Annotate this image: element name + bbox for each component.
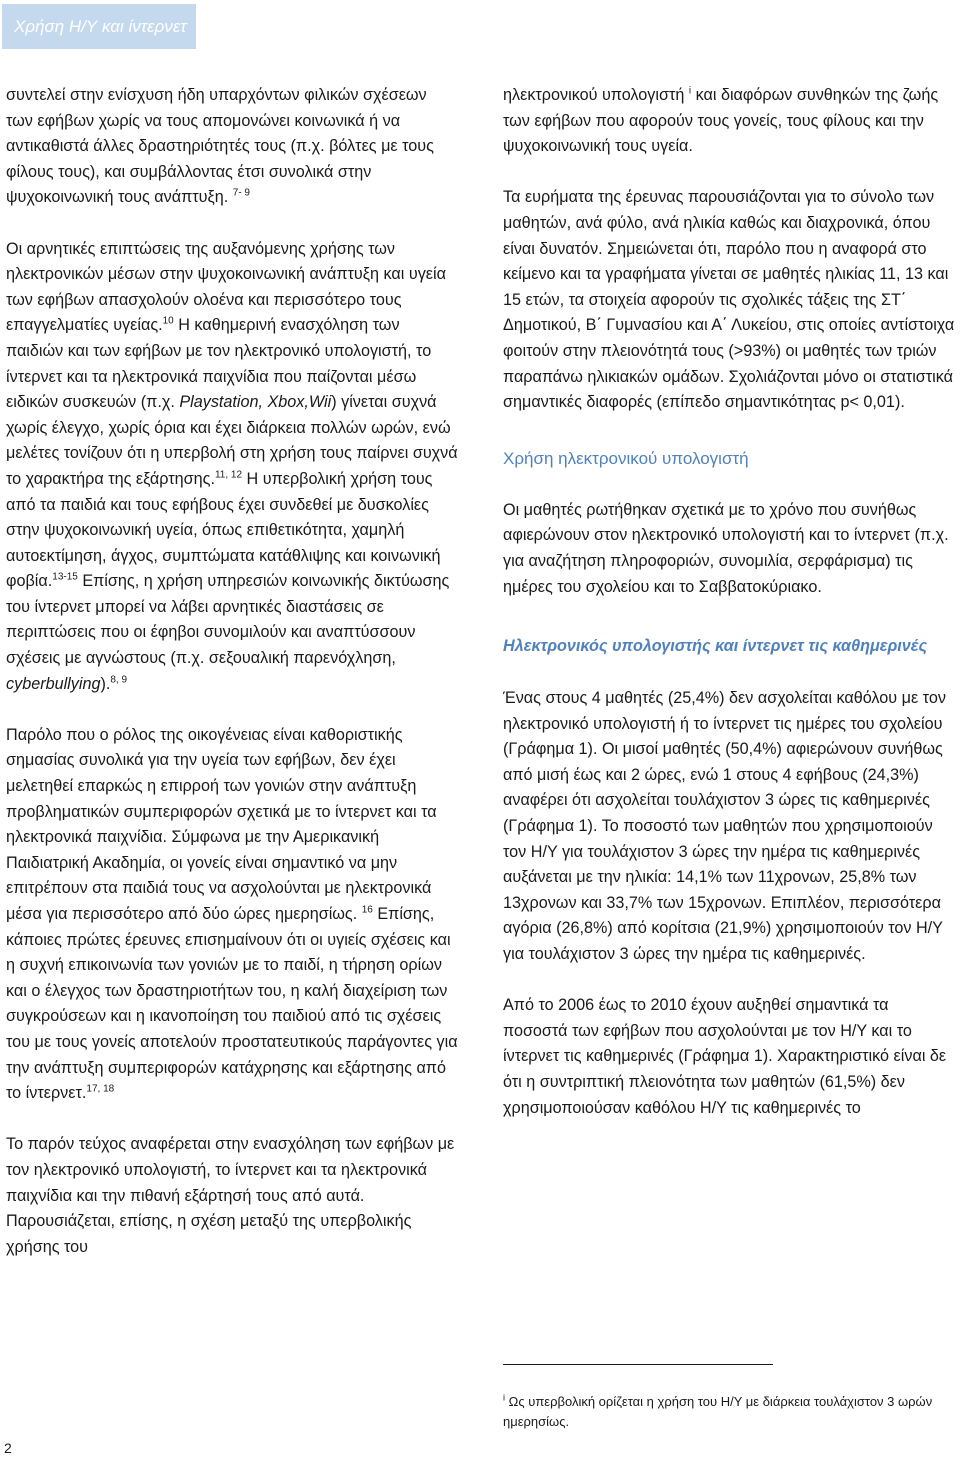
reference: 17, 18	[86, 1083, 115, 1095]
paragraph: Από το 2006 έως το 2010 έχουν αυξηθεί σημαντικά τα ποσοστά των εφήβων που ασχολούνται με τον Η/Υ και το ίντερνετ τις καθημερινές (Γράφημα 1). Χαρακτηριστικό είναι δε ότι η συντριπτική πλειονότητα των μαθητών (61,5%) δεν χρησιμοποιούσαν καθόλου Η/Υ τις καθημερινές το	[503, 996, 947, 1117]
section-header-tab	[2, 4, 196, 49]
right-column	[503, 83, 955, 1121]
left-column	[6, 83, 458, 1260]
footnote-marker: i	[503, 1392, 505, 1403]
footnote	[503, 1392, 953, 1432]
section-title: Χρήση Η/Υ και ίντερνετ	[14, 17, 187, 36]
paragraph: συντελεί στην ενίσχυση ήδη υπαρχόντων φιλικών σχέσεων των εφήβων χωρίς να τους απομονώνει κοινωνικά ή να αντικαθιστά άλλες δραστηριότητές τους (π.χ. βόλτες με τους φίλους τους), και συμβάλλοντας έτσι συνολικά στην ψυχοκοινωνική τους ανάπτυξη. $^{7- 9}$	[6, 86, 434, 207]
footnote-text: Ως υπερβολική ορίζεται η χρήση του Η/Υ με διάρκεια τουλάχιστον 3 ωρών ημερησίως.	[503, 1394, 933, 1429]
paragraph: Ένας στους 4 μαθητές (25,4%) δεν ασχολείται καθόλου με τον ηλεκτρονικό υπολογιστή ή το ίντερνετ τις ημέρες του σχολείου (Γράφημα 1). Οι μισοί μαθητές (50,4%) αφιερώνουν συνήθως από μισή έως και 2 ώρες, ενώ 1 στους 4 εφήβους (24,3%) αναφέρει ότι ασχολείται τουλάχιστον 3 ώρες τις καθημερινές (Γράφημα 1). Το ποσοστό των μαθητών που χρησιμοποιούν τον Η/Υ για τουλάχιστον 3 ώρες την ημέρα τις καθημερινές αυξάνεται με την ηλικία: 14,1% των 11χρονων, 25,8% των 13χρονων και 33,7% των 15χρονων. Επιπλέον, περισσότερα αγόρια (26,8%) από κορίτσια (21,9%) χρησιμοποιούν τον Η/Υ για τουλάχιστον 3 ώρες την ημέρα τις καθημερινές.	[503, 689, 946, 964]
footnote-divider	[503, 1364, 773, 1365]
footnote-marker: i	[688, 85, 692, 97]
paragraph: Το παρόν τεύχος αναφέρεται στην ενασχόληση των εφήβων με τον ηλεκτρονικό υπολογιστή, το ίντερνετ και τα ηλεκτρονικά παιχνίδια και την πιθανή εξάρτησή τους από αυτά. Παρουσιάζεται, επίσης, η σχέση μεταξύ της υπερβολικής χρήσης του	[6, 1135, 455, 1256]
reference: 13-15	[52, 571, 78, 583]
page-number: 2	[4, 1440, 12, 1456]
paragraph: ηλεκτρονικού υπολογιστή $^i$ και διαφόρων συνθηκών της ζωής των εφήβων που αφορούν τους γονείς, τους φίλους και την ψυχοκοινωνική τους υγεία.	[503, 85, 939, 156]
reference: 7- 9	[232, 187, 250, 199]
reference: 11, 12	[214, 469, 243, 481]
paragraph: Παρόλο που ο ρόλος της οικογένειας είναι καθοριστικής σημασίας συνολικά για την υγεία των εφήβων, δεν έχει μελετηθεί επαρκώς η επιρροή των γονιών στην ανάπτυξη προβληματικών συμπεριφορών σχετικά με το ίντερνετ και τα ηλεκτρονικά παιχνίδια. Σύμφωνα με την Αμερικανική Παιδιατρική Ακαδημία, οι γονείς είναι σημαντικό να μην επιτρέπουν στα παιδιά τους να ασχολούνται με ηλεκτρονικά μέσα για περισσότερο από δύο ώρες ημερησίως. $^{16}$ Επίσης, κάποιες πρώτες έρευνες επισημαίνουν ότι οι υγιείς σχέσεις και η συχνή επικοινωνία των γονιών με το παιδί, η τήρηση ορίων και ο έλεγχος των δραστηριοτήτων του, η καλή διαχείριση των συγκρούσεων και η ικανοποίηση του παιδιού από τις σχέσεις του με τους γονείς αποτελούν προστατευτικούς παράγοντες για την ανάπτυξη συμπεριφορών κατάχρησης και εξάρτησης από το ίντερνετ.$^{17, 18}$	[6, 725, 458, 1103]
reference: 10	[162, 315, 174, 327]
reference: 16	[361, 904, 373, 916]
reference: 8, 9	[110, 674, 128, 686]
subsection-heading: Ηλεκτρονικός υπολογιστής και ίντερνετ τις καθημερινές	[503, 637, 928, 656]
paragraph: Οι μαθητές ρωτήθηκαν σχετικά με το χρόνο που συνήθως αφιερώνουν στον ηλεκτρονικό υπολογιστή και το ίντερνετ (π.χ. για αναζήτηση πληροφοριών, συνομιλία, σερφάρισμα) τις ημέρες του σχολείου και το Σαββατοκύριακο.	[503, 500, 949, 596]
paragraph: Τα ευρήματα της έρευνας παρουσιάζονται για το σύνολο των μαθητών, ανά φύλο, ανά ηλικία καθώς και διαχρονικά, όπου είναι δυνατόν. Σημειώνεται ότι, παρόλο που η αναφορά στο κείμενο και τα γραφήματα γίνεται σε μαθητές ηλικίας 11, 13 και 15 ετών, τα στοιχεία αφορούν τις σχολικές τάξεις της ΣΤ΄ Δημοτικού, Β΄ Γυμνασίου και Α΄ Λυκείου, στις οποίες αντίστοιχα φοιτούν στην πλειονότητά τους (>93%) οι μαθητές των τριών παραπάνω ηλικιακών ομάδων. Σχολιάζονται μόνο οι στατιστικά σημαντικές διαφορές (επίπεδο σημαντικότητας p< 0,01).	[503, 188, 955, 412]
section-heading: Χρήση ηλεκτρονικού υπολογιστή	[503, 448, 749, 468]
paragraph: Οι αρνητικές επιπτώσεις της αυξανόμενης χρήσης των ηλεκτρονικών μέσων στην ψυχοκοινωνική ανάπτυξη και υγεία των εφήβων απασχολούν ολοένα και περισσότερο τους επαγγελματίες υγείας.$^{10}$ Η καθημερινή ενασχόληση των παιδιών και των εφήβων με τον ηλεκτρονικό υπολογιστή, το ίντερνετ και τα ηλεκτρονικά παιχνίδια που παίζονται μέσω ειδικών συσκευών (π.χ. Playstation, Xbox,Wii) γίνεται συχνά χωρίς έλεγχο, χωρίς όρια και έχει διάρκεια πολλών ωρών, ενώ μελέτες τονίζουν ότι η υπερβολή στη χρήση τους παίρνει συχνά το χαρακτήρα της εξάρτησης.$^{11, 12}$ Η υπερβολική χρήση τους από τα παιδιά και τους εφήβους έχει συνδεθεί με δυσκολίες στην ψυχοκοινωνική υγεία, όπως επιθετικότητα, χαμηλή αυτοεκτίμηση, άγχος, συμπτώματα κατάθλιψης και κοινωνική φοβία.$^{13-15}$ Επίσης, η χρήση υπηρεσιών κοινωνικής δικτύωσης του ίντερνετ μπορεί να λάβει αρνητικές διαστάσεις σε περιπτώσεις που οι έφηβοι συνομιλούν και αναπτύσσουν σχέσεις με αγνώστους (π.χ. σεξουαλική παρενόχληση, cyberbullying).$^{8, 9}$	[6, 239, 458, 693]
